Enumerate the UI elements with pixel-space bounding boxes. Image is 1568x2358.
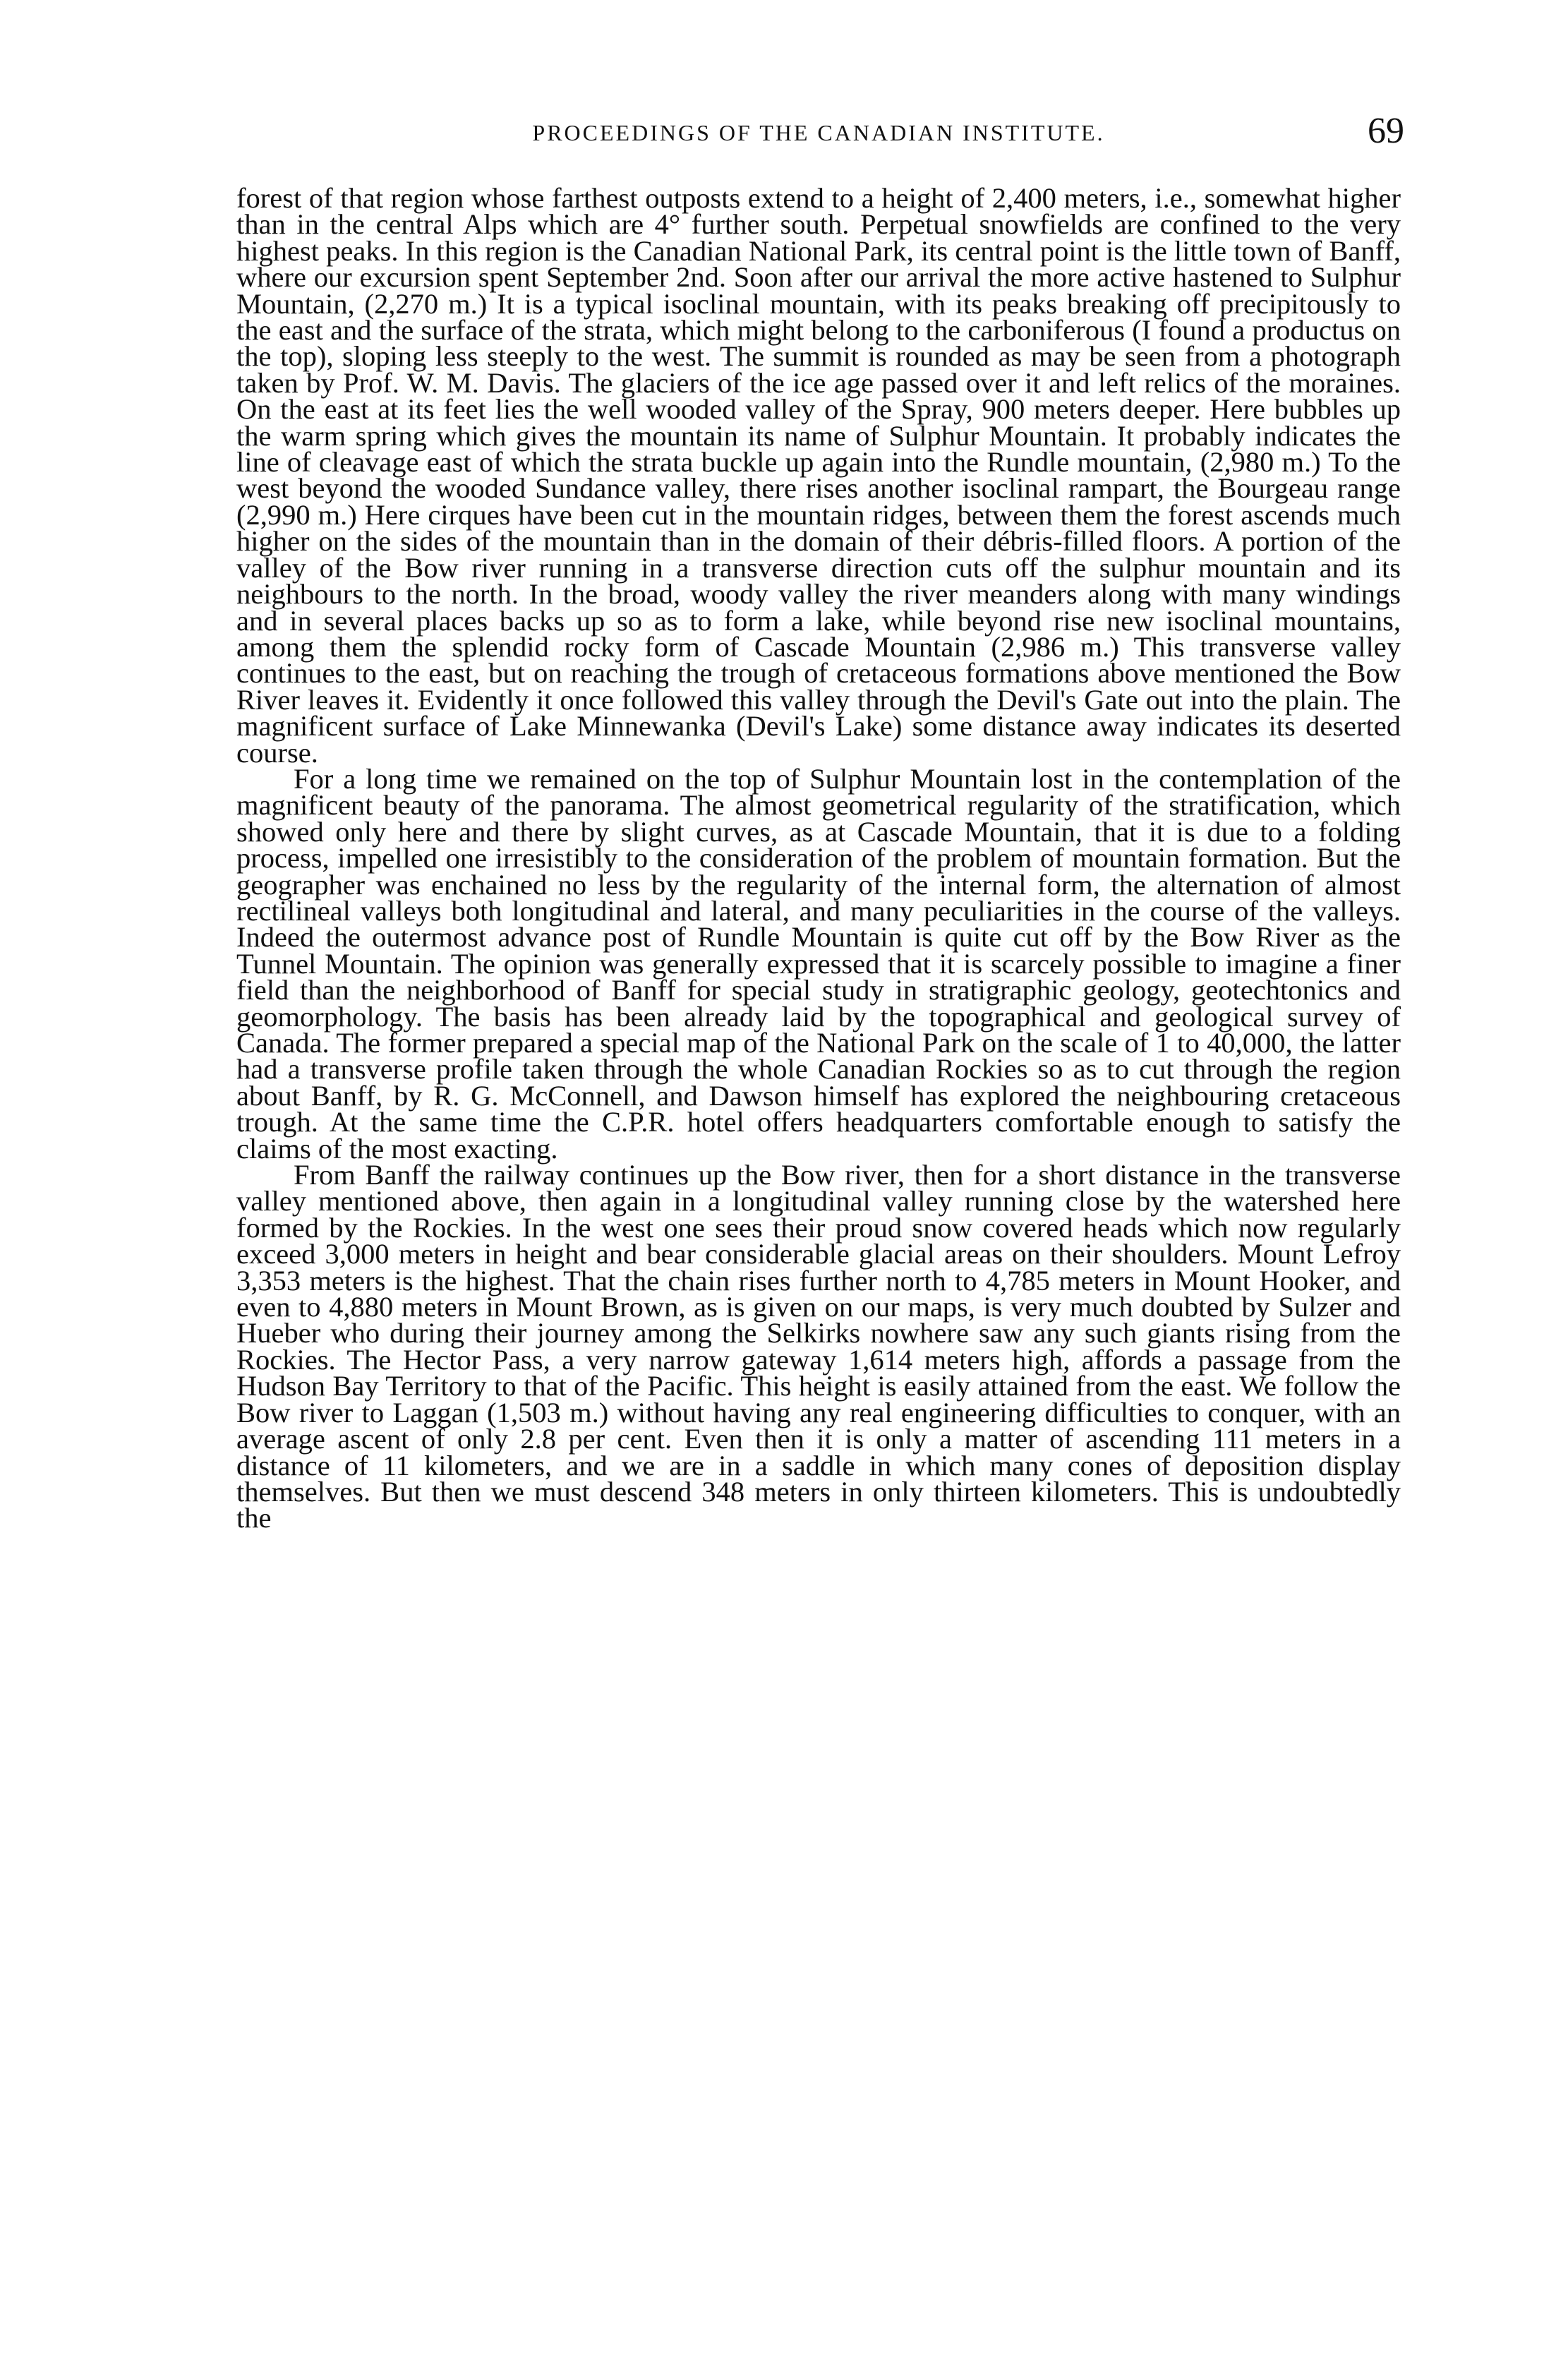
paragraph-3: From Banff the railway continues up the Bow river, then for a short distance in the transverse valley mentioned above, then again in a longitudinal valley running close by the watershed here formed by the Rockies. In the west one sees their proud snow covered heads which now regularly exceed 3,000 meters in height and bear considerable glacial areas on their shoulders. Mount Lefroy 3,353 meters is the highest. That the chain rises further north to 4,785 meters in Mount Hooker, and even to 4,880 meters in Mount Brown, as is given on our maps, is very much doubted by Sulzer and Hueber who during their journey among the Selkirks nowhere saw any such giants rising from the Rockies. The Hector Pass, a very narrow gateway 1,614 meters high, affords a passage from the Hudson Bay Territory to that of the Pacific. This height is easily attained from the east. We follow the Bow river to Laggan (1,503 m.) without having any real engineering difficulties to conquer, with an average ascent of only 2.8 per cent. Even then it is only a matter of ascending 111 meters in a distance of 11 kilometers, and we are in a saddle in which many cones of deposition display themselves. But then we must descend 348 meters in only thirteen kilometers. This is undoubtedly the (236, 1159, 1401, 1534)
page-number: 69 (1368, 111, 1404, 151)
body-text (236, 182, 1401, 1534)
running-title: PROCEEDINGS OF THE CANADIAN INSTITUTE. (532, 120, 1105, 145)
running-head (233, 113, 1404, 169)
paragraph-1: forest of that region whose farthest outposts extend to a height of 2,400 meters, i.e., somewhat higher than in the central Alps which are 4° further south. Perpetual snowfields are confined to the very highest peaks. In this region is the Canadian National Park, its central point is the little town of Banff, where our excursion spent September 2nd. Soon after our arrival the more active hastened to Sulphur Mountain, (2,270 m.) It is a typical isoclinal mountain, with its peaks breaking off precipitously to the east and the surface of the strata, which might belong to the carboniferous (I found a productus on the top), sloping less steeply to the west. The summit is rounded as may be seen from a photograph taken by Prof. W. M. Davis. The glaciers of the ice age passed over it and left relics of the moraines. On the east at its feet lies the well wooded valley of the Spray, 900 meters deeper. Here bubbles up the warm spring which gives the mountain its name of Sulphur Mountain. It probably indicates the line of cleavage east of which the strata buckle up again into the Rundle mountain, (2,980 m.) To the west beyond the wooded Sundance valley, there rises another isoclinal rampart, the Bourgeau range (2,990 m.) Here cirques have been cut in the mountain ridges, between them the forest ascends much higher on the sides of the mountain than in the domain of their débris-filled floors. A portion of the valley of the Bow river running in a transverse direction cuts off the sulphur mountain and its neighbours to the north. In the broad, woody valley the river meanders along with many windings and in several places backs up so as to form a lake, while beyond rise new isoclinal mountains, among them the splendid rocky form of Cascade Mountain (2,986 m.) This transverse valley continues to the east, but on reaching the trough of cretaceous formations above mentioned the Bow River leaves it. Evidently it once followed this valley through the Devil's Gate out into the plain. The magnificent surface of Lake Minnewanka (Devil's Lake) some distance away indicates its deserted course. (236, 182, 1401, 769)
paragraph-2: For a long time we remained on the top of Sulphur Mountain lost in the contemplation of the magnificent beauty of the panorama. The almost geometrical regularity of the stratification, which showed only here and there by slight curves, as at Cascade Mountain, that it is due to a folding process, impelled one irresistibly to the consideration of the problem of mountain formation. But the geographer was enchained no less by the regularity of the internal form, the alternation of almost rectilineal valleys both longitudinal and lateral, and many peculiarities in the course of the valleys. Indeed the outermost advance post of Rundle Mountain is quite cut off by the Bow River as the Tunnel Mountain. The opinion was generally expressed that it is scarcely possible to imagine a finer field than the neighborhood of Banff for special study in stratigraphic geology, geotechtonics and geomorphology. The basis has been already laid by the topographical and geological survey of Canada. The former prepared a special map of the National Park on the scale of 1 to 40,000, the latter had a transverse profile taken through the whole Canadian Rockies so as to cut through the region about Banff, by R. G. McConnell, and Dawson himself has explored the neighbouring cretaceous trough. At the same time the C.P.R. hotel offers headquarters comfortable enough to satisfy the claims of the most exacting. (236, 762, 1401, 1165)
